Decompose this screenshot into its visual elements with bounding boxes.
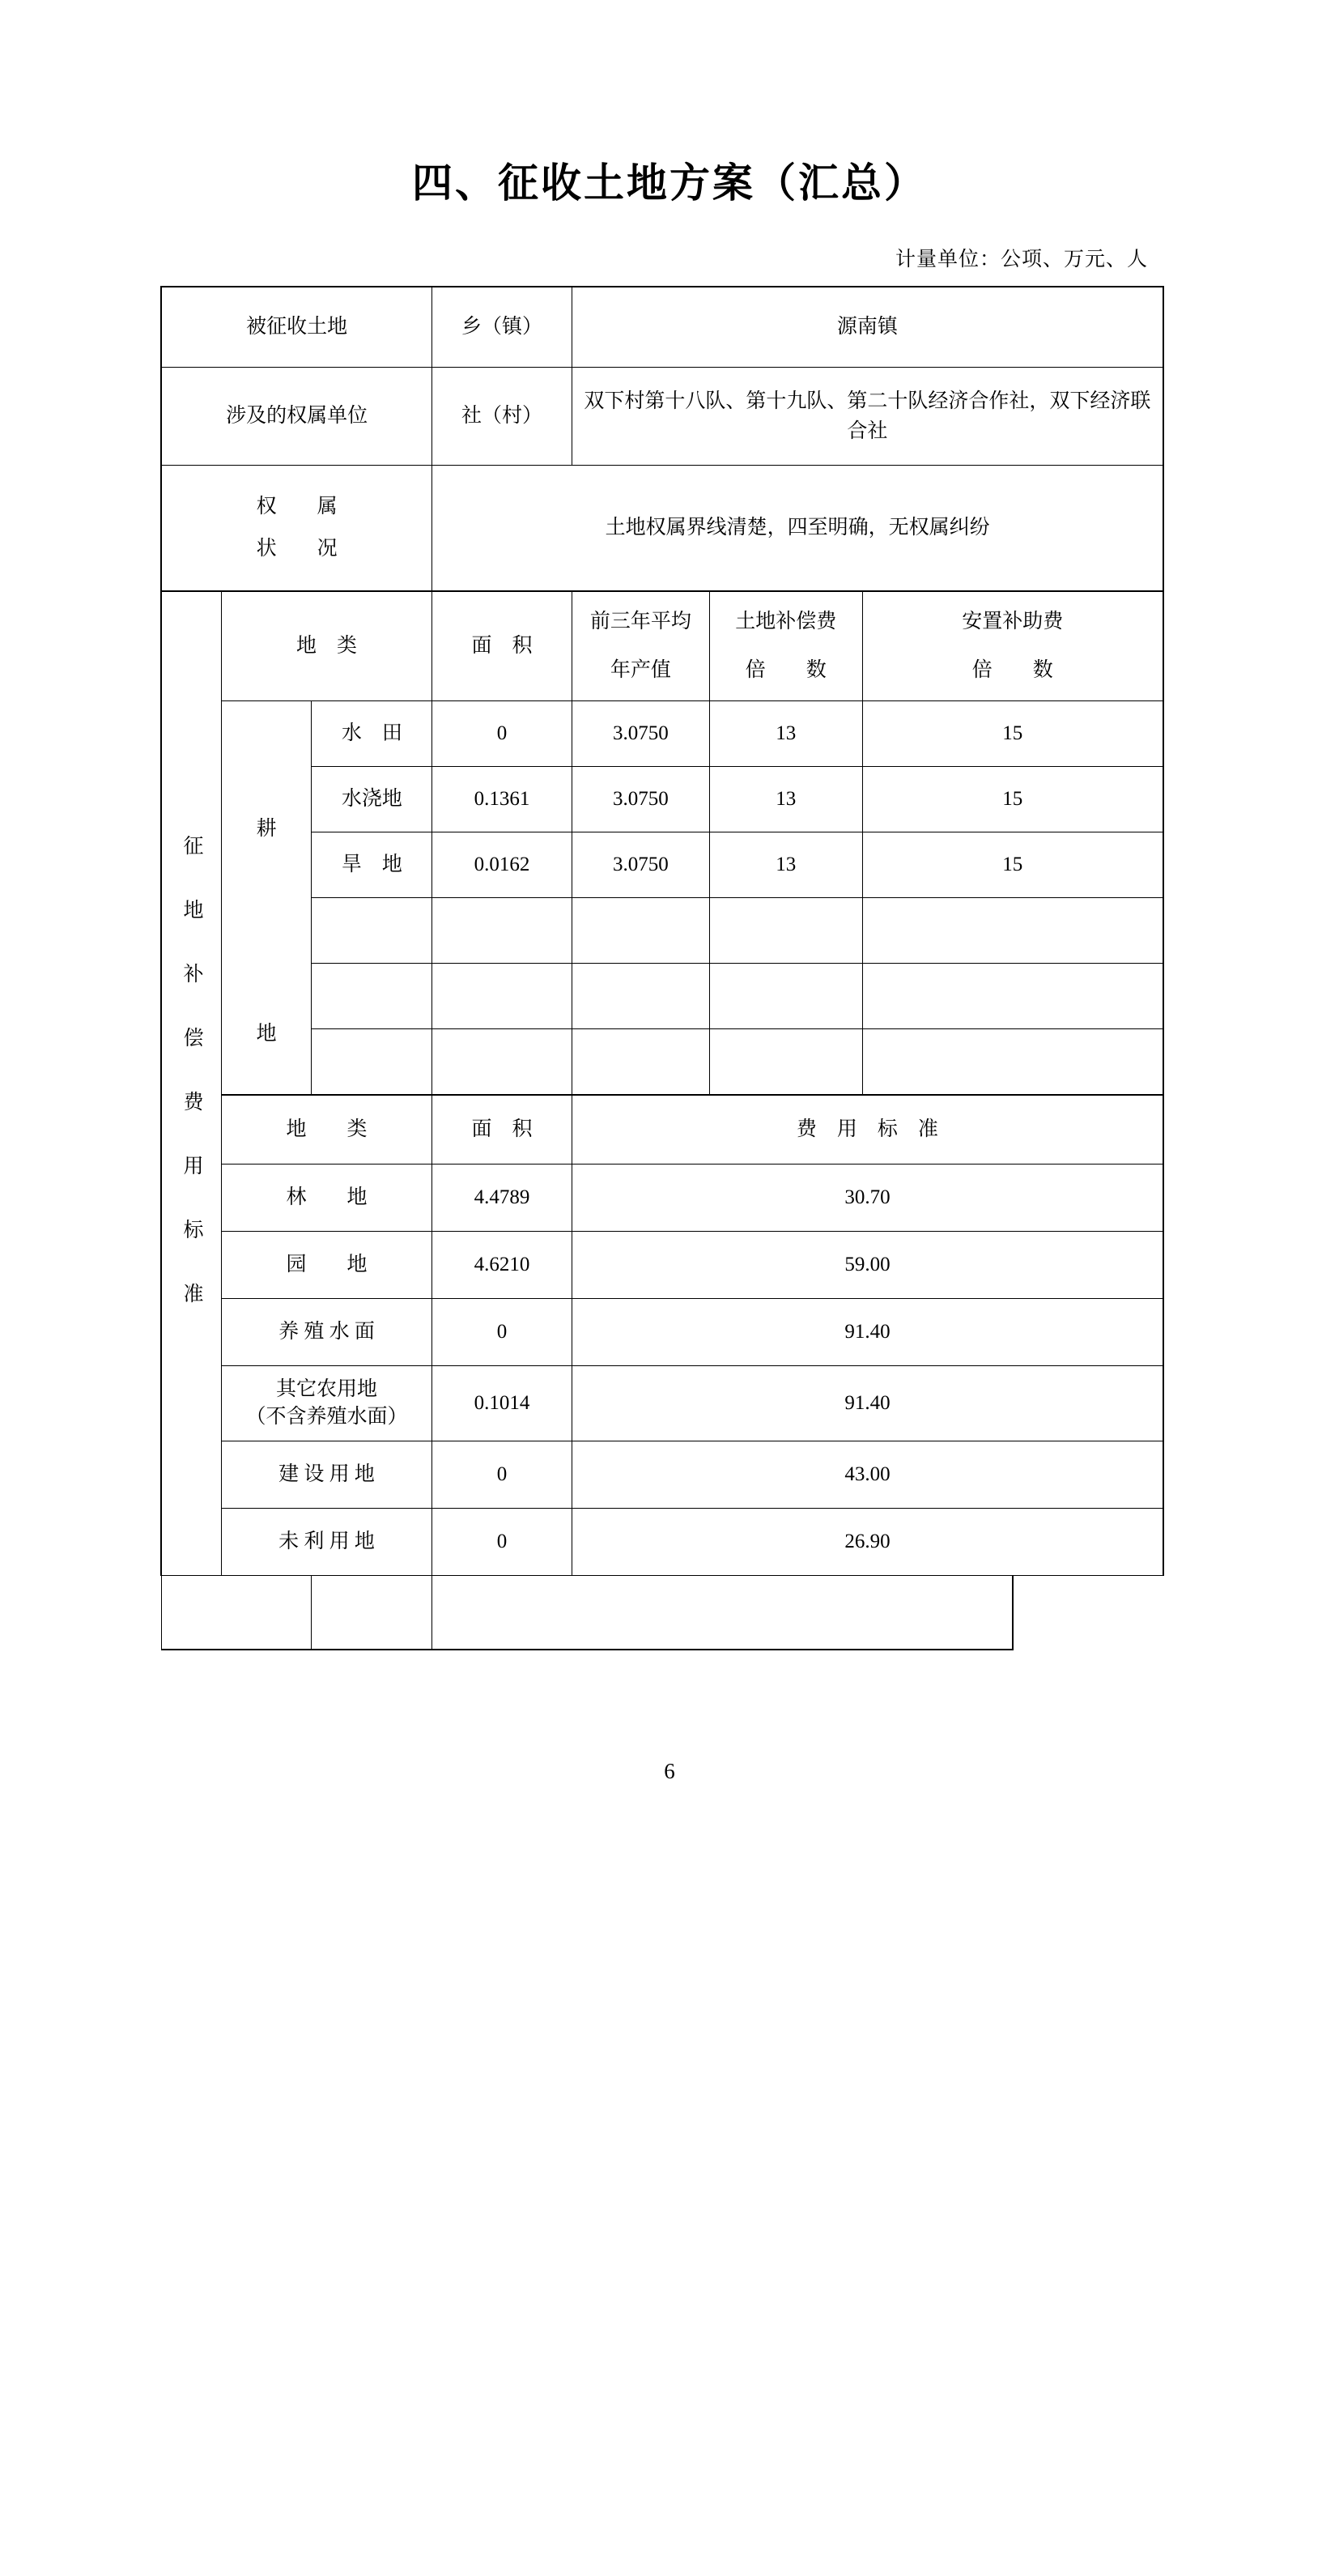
row-annual-output xyxy=(572,964,709,1029)
village-label: 社（村） xyxy=(432,368,572,466)
row-resettlement-multiple: 15 xyxy=(862,767,1163,832)
header-resettlement-multiple xyxy=(862,591,1163,701)
row-land-type: 水浇地 xyxy=(312,767,432,832)
ownership-status-label-line1: 权 属 xyxy=(256,495,338,517)
cultivated-land-group-label-line1: 耕 xyxy=(256,817,277,840)
row-land-type xyxy=(312,898,432,964)
row-annual-output xyxy=(572,1029,709,1096)
header-b-land-type: 地 类 xyxy=(221,1095,431,1165)
header-land-compensation-multiple xyxy=(709,591,862,701)
table-row xyxy=(161,767,1163,832)
header-resettlement-multiple-line2: 倍 数 xyxy=(971,659,1053,681)
row-b-fee-standard: 43.00 xyxy=(572,1441,1163,1508)
table-row xyxy=(161,964,1163,1029)
header-b-area: 面 积 xyxy=(432,1095,572,1165)
row-area xyxy=(432,898,572,964)
township-value: 源南镇 xyxy=(572,287,1163,368)
table-row-township xyxy=(161,287,1163,368)
row-b-area xyxy=(312,1575,432,1650)
header-land-compensation-multiple-line1: 土地补偿费 xyxy=(735,611,837,633)
header-resettlement-multiple-line1: 安置补助费 xyxy=(962,611,1064,633)
cultivated-land-group-label xyxy=(221,701,312,1096)
row-b-land-type-line1: 其它农用地 xyxy=(276,1378,378,1400)
row-b-area: 4.4789 xyxy=(432,1165,572,1232)
row-land-compensation-multiple: 13 xyxy=(709,701,862,767)
row-land-compensation-multiple: 13 xyxy=(709,767,862,832)
row-land-type: 旱 地 xyxy=(312,832,432,898)
page-number: 6 xyxy=(664,1759,675,1783)
table-row xyxy=(161,1299,1163,1366)
table-row-ownership-status xyxy=(161,466,1163,592)
row-b-land-type: 未 利 用 地 xyxy=(221,1508,431,1575)
row-area: 0.0162 xyxy=(432,832,572,898)
row-b-fee-standard: 30.70 xyxy=(572,1165,1163,1232)
header-land-compensation-multiple-line2: 倍 数 xyxy=(745,659,827,681)
row-area: 0 xyxy=(432,701,572,767)
row-annual-output: 3.0750 xyxy=(572,767,709,832)
table-row xyxy=(161,1232,1163,1299)
table-row xyxy=(161,701,1163,767)
ownership-status-label xyxy=(161,466,432,592)
header-land-type: 地 类 xyxy=(221,591,431,701)
ownership-unit-label: 涉及的权属单位 xyxy=(161,368,432,466)
row-area: 0.1361 xyxy=(432,767,572,832)
row-b-land-type: 园 地 xyxy=(221,1232,431,1299)
row-annual-output: 3.0750 xyxy=(572,701,709,767)
row-b-area: 0.1014 xyxy=(432,1366,572,1441)
page-title: 四、征收土地方案（汇总） xyxy=(412,160,927,206)
table-row xyxy=(161,1366,1163,1441)
ownership-status-label-line2: 状 况 xyxy=(256,538,338,560)
row-b-fee-standard: 91.40 xyxy=(572,1299,1163,1366)
row-resettlement-multiple: 15 xyxy=(862,832,1163,898)
table-row-fee-standard-header xyxy=(161,1095,1163,1165)
row-b-land-type-line2: （不含养殖水面） xyxy=(245,1405,408,1428)
compensation-vertical-label xyxy=(161,591,221,1575)
header-area: 面 积 xyxy=(432,591,572,701)
acquired-land-label: 被征收土地 xyxy=(161,287,432,368)
row-land-compensation-multiple xyxy=(709,1029,862,1096)
row-land-compensation-multiple xyxy=(709,964,862,1029)
row-b-fee-standard: 91.40 xyxy=(572,1366,1163,1441)
row-b-fee-standard: 59.00 xyxy=(572,1232,1163,1299)
row-b-area: 0 xyxy=(432,1508,572,1575)
table-row xyxy=(161,1029,1163,1096)
compensation-vertical-label-text: 征地补偿费用标准 xyxy=(180,834,202,1347)
table-row-village xyxy=(161,368,1163,466)
row-b-land-type xyxy=(161,1575,312,1650)
land-acquisition-table xyxy=(160,286,1164,1650)
row-resettlement-multiple xyxy=(862,898,1163,964)
table-row xyxy=(161,1508,1163,1575)
row-resettlement-multiple: 15 xyxy=(862,701,1163,767)
row-land-compensation-multiple: 13 xyxy=(709,832,862,898)
header-annual-output xyxy=(572,591,709,701)
table-row xyxy=(161,832,1163,898)
row-b-land-type: 林 地 xyxy=(221,1165,431,1232)
row-resettlement-multiple xyxy=(862,964,1163,1029)
row-b-area: 0 xyxy=(432,1299,572,1366)
village-value: 双下村第十八队、第十九队、第二十队经济合作社，双下经济联合社 xyxy=(572,368,1163,466)
table-row-compensation-header xyxy=(161,591,1163,701)
row-area xyxy=(432,1029,572,1096)
header-annual-output-line1: 前三年平均 xyxy=(589,611,691,633)
row-b-land-type: 建 设 用 地 xyxy=(221,1441,431,1508)
table-row xyxy=(161,898,1163,964)
cultivated-land-group-label-line2: 地 xyxy=(256,1022,277,1045)
row-land-compensation-multiple xyxy=(709,898,862,964)
table-row xyxy=(161,1441,1163,1508)
row-land-type xyxy=(312,1029,432,1096)
row-area xyxy=(432,964,572,1029)
township-label: 乡（镇） xyxy=(432,287,572,368)
row-b-land-type xyxy=(221,1366,431,1441)
row-b-land-type: 养 殖 水 面 xyxy=(221,1299,431,1366)
row-b-fee-standard xyxy=(432,1575,1013,1650)
row-b-area: 4.6210 xyxy=(432,1232,572,1299)
header-annual-output-line2: 年产值 xyxy=(610,659,671,681)
table-row xyxy=(161,1575,1163,1650)
measurement-unit-note: 计量单位：公项、万元、人 xyxy=(895,249,1148,270)
table-row xyxy=(161,1165,1163,1232)
row-land-type: 水 田 xyxy=(312,701,432,767)
row-annual-output xyxy=(572,898,709,964)
row-b-area: 0 xyxy=(432,1441,572,1508)
row-resettlement-multiple xyxy=(862,1029,1163,1096)
row-b-fee-standard: 26.90 xyxy=(572,1508,1163,1575)
row-annual-output: 3.0750 xyxy=(572,832,709,898)
ownership-status-value: 土地权属界线清楚，四至明确，无权属纠纷 xyxy=(432,466,1163,592)
row-land-type xyxy=(312,964,432,1029)
header-b-fee-standard: 费 用 标 准 xyxy=(572,1095,1163,1165)
